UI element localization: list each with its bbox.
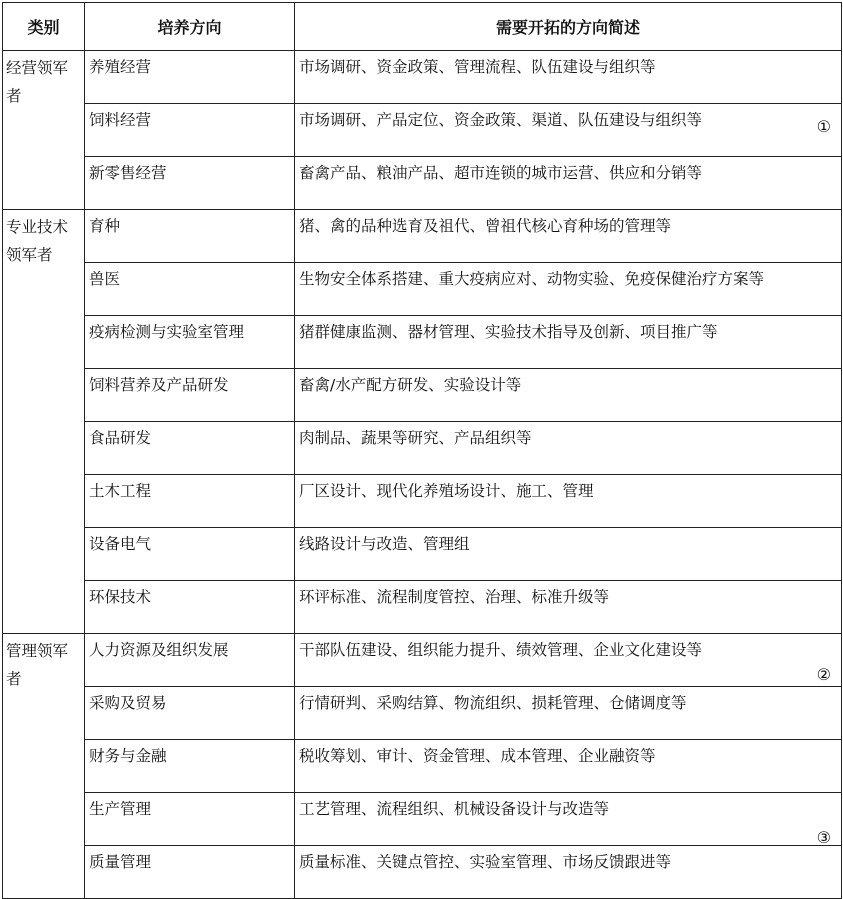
description-text: 肉制品、蔬果等研究、产品组织等 bbox=[299, 429, 532, 447]
table-row bbox=[3, 740, 842, 793]
description-text: 厂区设计、现代化养殖场设计、施工、管理 bbox=[299, 482, 594, 500]
direction-cell: 新零售经营 bbox=[85, 157, 295, 210]
header-category: 类别 bbox=[3, 3, 85, 51]
circled-number-mark: ③ bbox=[816, 828, 831, 847]
description-text: 畜禽/水产配方研发、实验设计等 bbox=[299, 376, 522, 394]
direction-cell: 食品研发 bbox=[85, 422, 295, 475]
direction-cell: 养殖经营 bbox=[85, 51, 295, 104]
direction-cell: 设备电气 bbox=[85, 528, 295, 581]
description-text: 市场调研、产品定位、资金政策、渠道、队伍建设与组织等 bbox=[299, 111, 703, 129]
description-text: 干部队伍建设、组织能力提升、绩效管理、企业文化建设等 bbox=[299, 641, 703, 659]
table-row bbox=[3, 263, 842, 316]
table-row bbox=[3, 687, 842, 740]
direction-cell: 环保技术 bbox=[85, 581, 295, 634]
table-row bbox=[3, 793, 842, 846]
description-cell bbox=[295, 740, 842, 793]
description-cell bbox=[295, 793, 842, 846]
description-cell bbox=[295, 104, 842, 157]
description-cell bbox=[295, 369, 842, 422]
direction-cell: 质量管理 bbox=[85, 846, 295, 899]
header-description: 需要开拓的方向简述 bbox=[295, 3, 842, 51]
direction-cell: 财务与金融 bbox=[85, 740, 295, 793]
description-cell bbox=[295, 210, 842, 263]
table-row bbox=[3, 316, 842, 369]
description-cell bbox=[295, 581, 842, 634]
description-cell bbox=[295, 634, 842, 687]
description-cell bbox=[295, 316, 842, 369]
description-cell bbox=[295, 51, 842, 104]
talent-development-table bbox=[2, 2, 842, 899]
direction-cell: 饲料营养及产品研发 bbox=[85, 369, 295, 422]
direction-cell: 采购及贸易 bbox=[85, 687, 295, 740]
description-cell bbox=[295, 263, 842, 316]
description-text: 生物安全体系搭建、重大疫病应对、动物实验、免疫保健治疗方案等 bbox=[299, 270, 765, 288]
direction-cell: 兽医 bbox=[85, 263, 295, 316]
description-cell bbox=[295, 846, 842, 899]
category-cell: 管理领军者 bbox=[3, 634, 85, 899]
direction-cell: 生产管理 bbox=[85, 793, 295, 846]
header-direction: 培养方向 bbox=[85, 3, 295, 51]
table-row bbox=[3, 104, 842, 157]
table-row bbox=[3, 634, 842, 687]
description-text: 行情研判、采购结算、物流组织、损耗管理、仓储调度等 bbox=[299, 694, 687, 712]
table-row bbox=[3, 157, 842, 210]
table-row bbox=[3, 369, 842, 422]
description-text: 税收筹划、审计、资金管理、成本管理、企业融资等 bbox=[299, 747, 656, 765]
description-cell bbox=[295, 422, 842, 475]
direction-cell: 育种 bbox=[85, 210, 295, 263]
description-text: 猪群健康监测、器材管理、实验技术指导及创新、项目推广等 bbox=[299, 323, 718, 341]
direction-cell: 土木工程 bbox=[85, 475, 295, 528]
table-row bbox=[3, 422, 842, 475]
category-cell: 专业技术领军者 bbox=[3, 210, 85, 634]
description-text: 环评标准、流程制度管控、治理、标准升级等 bbox=[299, 588, 610, 606]
direction-cell: 人力资源及组织发展 bbox=[85, 634, 295, 687]
description-text: 畜禽产品、粮油产品、超市连锁的城市运营、供应和分销等 bbox=[299, 164, 703, 182]
circled-number-mark: ① bbox=[816, 117, 831, 136]
table-row bbox=[3, 846, 842, 899]
description-text: 线路设计与改造、管理组 bbox=[299, 535, 470, 553]
description-text: 工艺管理、流程组织、机械设备设计与改造等 bbox=[299, 800, 610, 818]
category-cell: 经营领军者 bbox=[3, 51, 85, 210]
description-cell bbox=[295, 528, 842, 581]
table-row bbox=[3, 51, 842, 104]
table-row bbox=[3, 581, 842, 634]
table-row bbox=[3, 210, 842, 263]
circled-number-mark: ② bbox=[816, 665, 831, 684]
description-text: 质量标准、关键点管控、实验室管理、市场反馈跟进等 bbox=[299, 853, 672, 871]
description-cell bbox=[295, 687, 842, 740]
direction-cell: 饲料经营 bbox=[85, 104, 295, 157]
header-row bbox=[3, 3, 842, 51]
description-text: 市场调研、资金政策、管理流程、队伍建设与组织等 bbox=[299, 58, 656, 76]
table-row bbox=[3, 528, 842, 581]
table-row bbox=[3, 475, 842, 528]
description-cell bbox=[295, 475, 842, 528]
description-cell bbox=[295, 157, 842, 210]
description-text: 猪、禽的品种选育及祖代、曾祖代核心育种场的管理等 bbox=[299, 217, 672, 235]
direction-cell: 疫病检测与实验室管理 bbox=[85, 316, 295, 369]
